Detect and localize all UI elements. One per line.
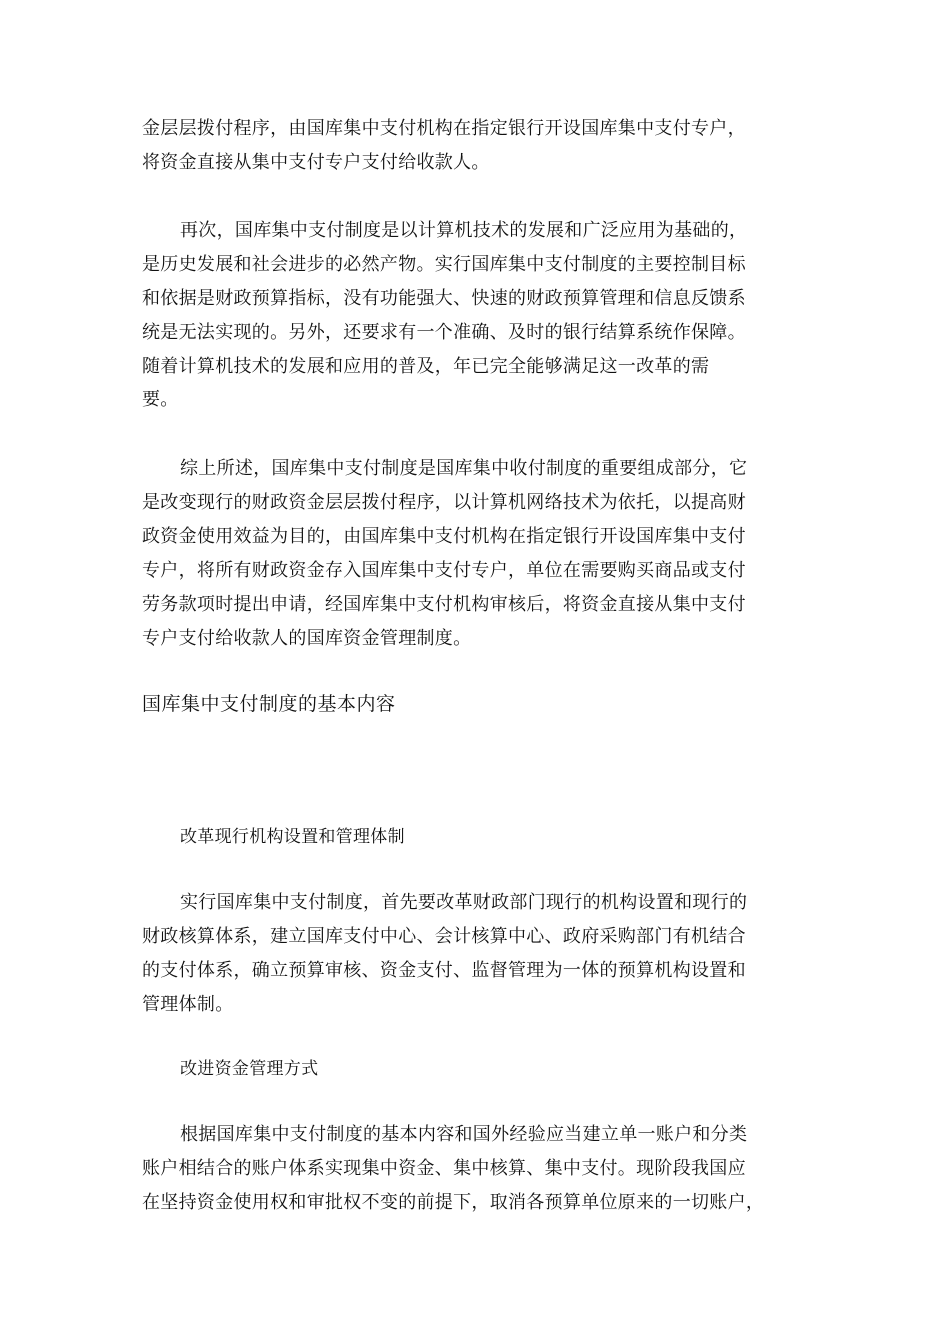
paragraph-line: 财政核算体系，建立国库支付中心、会计核算中心、政府采购部门有机结合 [142, 926, 746, 947]
section-heading: 国库集中支付制度的基本内容 [142, 693, 396, 715]
paragraph-line: 政资金使用效益为目的，由国库集中支付机构在指定银行开设国库集中支付 [142, 526, 746, 547]
paragraph-line: 要。 [142, 389, 179, 410]
paragraph-line: 统是无法实现的。另外，还要求有一个准确、及时的银行结算系统作保障。 [142, 322, 746, 343]
paragraph-line: 是改变现行的财政资金层层拨付程序，以计算机网络技术为依托，以提高财 [142, 492, 746, 513]
paragraph-line: 综上所述，国库集中支付制度是国库集中收付制度的重要组成部分，它 [180, 458, 748, 479]
paragraph-line: 再次，国库集中支付制度是以计算机技术的发展和广泛应用为基础的， [180, 220, 748, 241]
paragraph-line: 是历史发展和社会进步的必然产物。实行国库集中支付制度的主要控制目标 [142, 254, 746, 275]
paragraph-line: 和依据是财政预算指标，没有功能强大、快速的财政预算管理和信息反馈系 [142, 288, 746, 309]
paragraph-line: 账户相结合的账户体系实现集中资金、集中核算、集中支付。现阶段我国应 [142, 1158, 746, 1179]
paragraph-line: 专户，将所有财政资金存入国库集中支付专户，单位在需要购买商品或支付 [142, 560, 746, 581]
paragraph-line: 劳务款项时提出申请，经国库集中支付机构审核后，将资金直接从集中支付 [142, 594, 746, 615]
subsection-heading: 改进资金管理方式 [180, 1059, 319, 1079]
paragraph-line: 随着计算机技术的发展和应用的普及，年已完全能够满足这一改革的需 [142, 356, 710, 377]
paragraph-line: 根据国库集中支付制度的基本内容和国外经验应当建立单一账户和分类 [180, 1124, 748, 1145]
paragraph-line: 在坚持资金使用权和审批权不变的前提下，取消各预算单位原来的一切账户， [142, 1192, 765, 1213]
paragraph-line: 管理体制。 [142, 994, 234, 1015]
paragraph-line: 专户支付给收款人的国库资金管理制度。 [142, 628, 472, 649]
paragraph-line: 的支付体系，确立预算审核、资金支付、监督管理为一体的预算机构设置和 [142, 960, 746, 981]
paragraph-line: 金层层拨付程序，由国库集中支付机构在指定银行开设国库集中支付专户， [142, 118, 746, 139]
paragraph-line: 实行国库集中支付制度，首先要改革财政部门现行的机构设置和现行的 [180, 892, 748, 913]
paragraph-line: 将资金直接从集中支付专户支付给收款人。 [142, 152, 490, 173]
subsection-heading: 改革现行机构设置和管理体制 [180, 827, 405, 847]
